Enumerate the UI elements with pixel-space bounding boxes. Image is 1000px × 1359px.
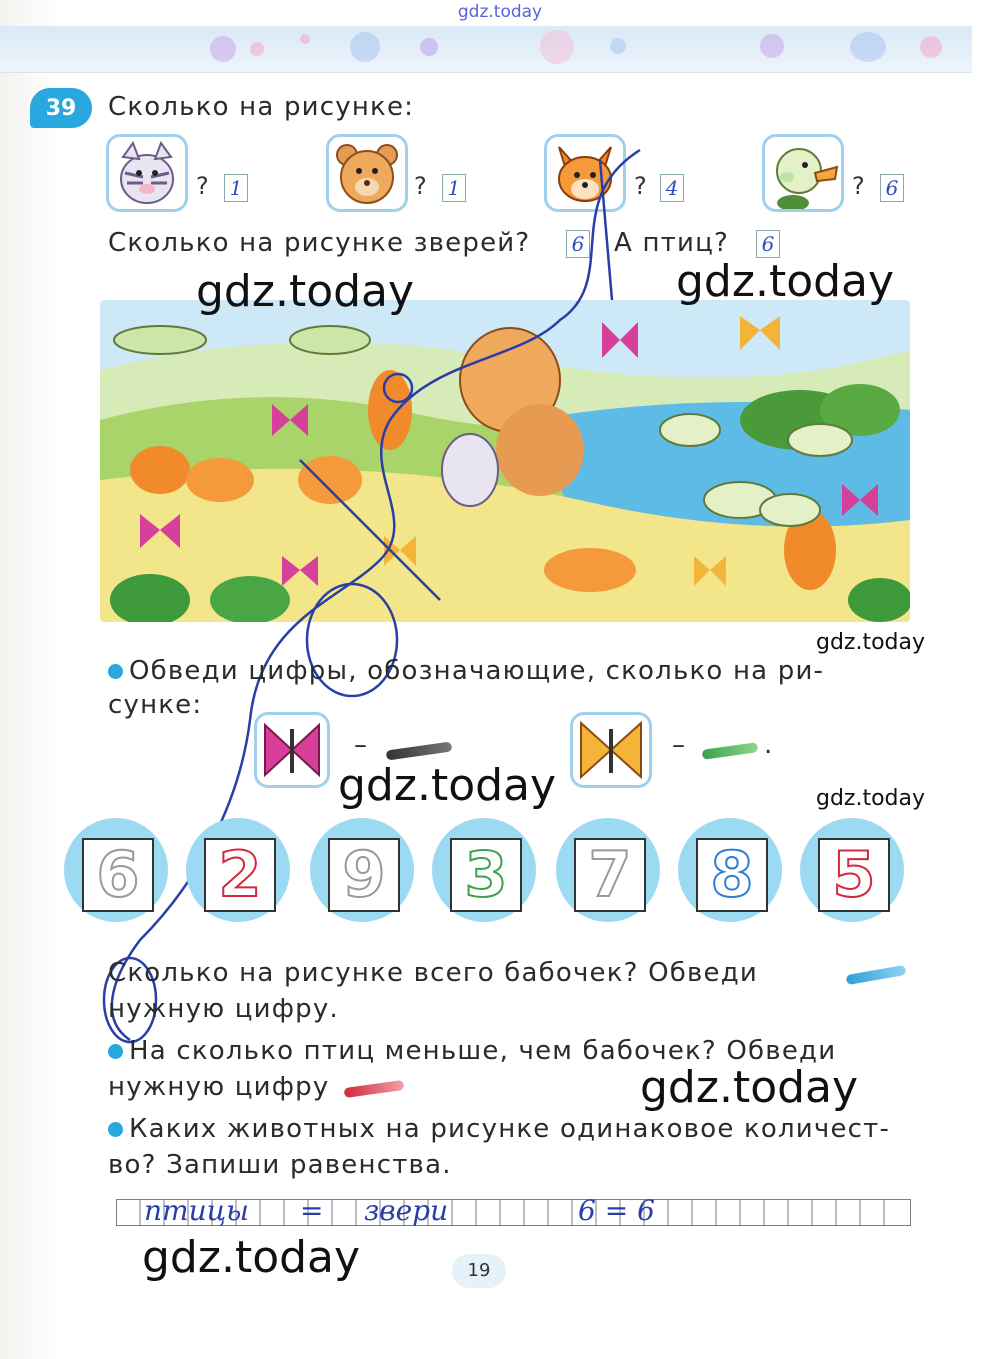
pink-butterfly-icon (257, 715, 327, 785)
animals-answer-box[interactable]: 6 (566, 230, 590, 258)
digit-8: 8 (710, 838, 754, 911)
exercise-number-badge: 39 (30, 88, 92, 128)
digit-6: 6 (96, 838, 140, 911)
digit-circle-2[interactable] (186, 818, 290, 922)
task-bullet (108, 664, 123, 679)
task-trace-line1: Обведи цифры, обозначающие, сколько на ри- (108, 656, 824, 686)
watermark-4: gdz.today (338, 760, 557, 811)
pink-butterfly-card (254, 712, 330, 788)
handwritten-equality: 6 = 6 (578, 1194, 655, 1227)
period: . (764, 730, 774, 760)
orange-butterfly-icon (573, 715, 649, 785)
handwritten-animals: звери (364, 1194, 449, 1227)
fox-question-mark: ? (634, 172, 647, 200)
task-equal-line2: во? Запиши равенства. (108, 1150, 452, 1180)
handwritten-birds: птицы (144, 1194, 249, 1227)
question-count-title: Сколько на рисунке: (108, 92, 415, 122)
task-equal-line1: Каких животных на рисунке одинаковое количест- (108, 1114, 890, 1144)
task-fewer-line1: На сколько птиц меньше, чем бабочек? Обведи (108, 1036, 836, 1066)
orange-butterfly-card (570, 712, 652, 788)
task-bullet (108, 1122, 123, 1137)
page-number: 19 (452, 1254, 506, 1288)
animals-count-question: Сколько на рисунке зверей? (108, 228, 531, 258)
bear-answer-box[interactable]: 1 (442, 174, 466, 202)
watermark-6: gdz.today (640, 1062, 859, 1113)
task-trace-line2: сунке: (108, 690, 203, 720)
raccoon-answer-box[interactable]: 1 (224, 174, 248, 202)
birds-count-question: А птиц? (614, 228, 729, 258)
digit-circle-4[interactable] (432, 818, 536, 922)
pink-dash: – (354, 730, 369, 760)
task-fewer-line2: нужную цифру (108, 1072, 330, 1102)
duck-question-mark: ? (852, 172, 865, 200)
digit-circle-6[interactable] (678, 818, 782, 922)
task-butterflies-line1: Сколько на рисунке всего бабочек? Обведи (108, 958, 758, 988)
watermark-7: gdz.today (142, 1232, 361, 1283)
birds-answer-box[interactable]: 6 (756, 230, 780, 258)
fox-answer-box[interactable]: 4 (660, 174, 684, 202)
task-bullet (108, 1044, 123, 1059)
bear-question-mark: ? (414, 172, 427, 200)
duck-answer-box[interactable]: 6 (880, 174, 904, 202)
digit-3: 3 (464, 838, 508, 911)
watermark-5: gdz.today (816, 786, 926, 811)
digit-5: 5 (832, 838, 876, 911)
digit-circle-3[interactable] (310, 818, 414, 922)
digit-circle-5[interactable] (556, 818, 660, 922)
digit-circle-1[interactable] (64, 818, 168, 922)
digit-7: 7 (588, 838, 632, 911)
watermark-3: gdz.today (816, 630, 926, 655)
handwritten-equals: = (300, 1194, 324, 1227)
digit-2: 2 (218, 838, 262, 911)
task-butterflies-line2: нужную цифру. (108, 994, 339, 1024)
site-watermark-top: gdz.today (457, 2, 543, 22)
watermark-2: gdz.today (676, 256, 895, 307)
watermark-1: gdz.today (196, 266, 415, 317)
orange-dash: – (672, 730, 687, 760)
raccoon-question-mark: ? (196, 172, 209, 200)
digit-9: 9 (342, 838, 386, 911)
digit-circle-7[interactable] (800, 818, 904, 922)
